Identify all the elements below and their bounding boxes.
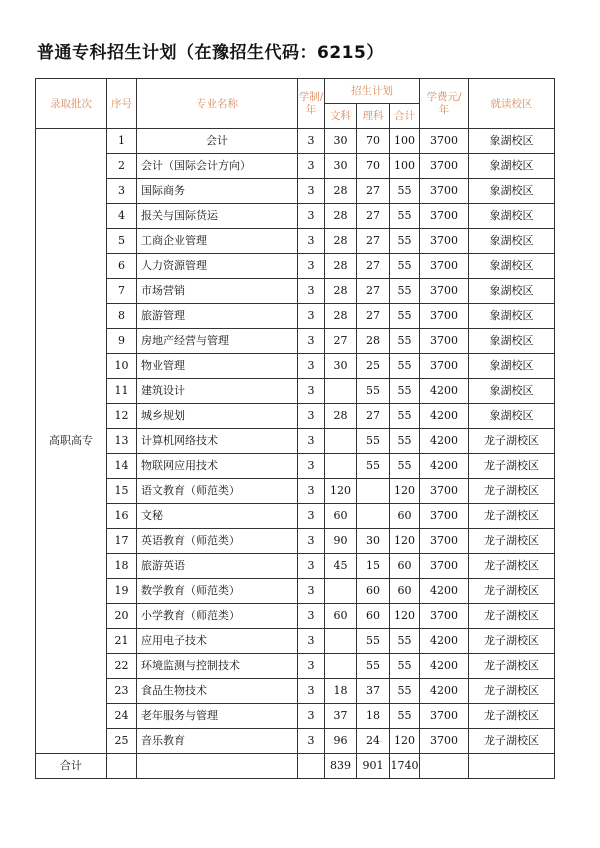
- row-fee: 3700: [420, 179, 469, 204]
- row-major-name: 物业管理: [137, 354, 298, 379]
- row-arts: [325, 629, 357, 654]
- row-seq: 23: [107, 679, 137, 704]
- row-fee: 4200: [420, 579, 469, 604]
- row-total: 120: [390, 729, 420, 754]
- row-major-name: 语文教育（师范类）: [137, 479, 298, 504]
- row-seq: 25: [107, 729, 137, 754]
- total-row: [36, 754, 555, 779]
- row-total: 55: [390, 229, 420, 254]
- row-major-name: 小学教育（师范类）: [137, 604, 298, 629]
- row-total: 55: [390, 329, 420, 354]
- row-fee: 4200: [420, 379, 469, 404]
- row-years: 3: [298, 229, 325, 254]
- row-years: 3: [298, 354, 325, 379]
- row-campus: 象湖校区: [469, 229, 555, 254]
- row-years: 3: [298, 279, 325, 304]
- row-seq: 22: [107, 654, 137, 679]
- row-arts: [325, 379, 357, 404]
- row-years: 3: [298, 654, 325, 679]
- row-total: 55: [390, 279, 420, 304]
- row-fee: 3700: [420, 229, 469, 254]
- row-major-name: 报关与国际货运: [137, 204, 298, 229]
- row-campus: 龙子湖校区: [469, 579, 555, 604]
- row-science: 30: [357, 529, 390, 554]
- row-science: 60: [357, 579, 390, 604]
- row-seq: 5: [107, 229, 137, 254]
- row-campus: 龙子湖校区: [469, 704, 555, 729]
- row-total: 55: [390, 379, 420, 404]
- row-fee: 3700: [420, 604, 469, 629]
- row-campus: 龙子湖校区: [469, 554, 555, 579]
- table-row: [36, 579, 555, 604]
- header-total: 合计: [390, 104, 420, 129]
- table-row: [36, 304, 555, 329]
- row-major-name: 英语教育（师范类）: [137, 529, 298, 554]
- row-science: [357, 479, 390, 504]
- row-years: 3: [298, 304, 325, 329]
- row-fee: 4200: [420, 429, 469, 454]
- row-years: 3: [298, 729, 325, 754]
- row-seq: 14: [107, 454, 137, 479]
- row-arts: 30: [325, 154, 357, 179]
- row-years: 3: [298, 504, 325, 529]
- row-years: 3: [298, 329, 325, 354]
- row-total: 55: [390, 454, 420, 479]
- row-science: 27: [357, 254, 390, 279]
- batch-cell: 高职高专: [36, 129, 107, 754]
- row-science: 37: [357, 679, 390, 704]
- row-science: 27: [357, 404, 390, 429]
- row-major-name: 建筑设计: [137, 379, 298, 404]
- row-seq: 7: [107, 279, 137, 304]
- row-total: 60: [390, 579, 420, 604]
- row-fee: 3700: [420, 529, 469, 554]
- row-years: 3: [298, 679, 325, 704]
- row-science: 18: [357, 704, 390, 729]
- row-years: 3: [298, 454, 325, 479]
- row-seq: 4: [107, 204, 137, 229]
- table-row: [36, 179, 555, 204]
- row-science: [357, 504, 390, 529]
- row-science: 70: [357, 154, 390, 179]
- row-total: 120: [390, 479, 420, 504]
- row-arts: 28: [325, 204, 357, 229]
- row-total: 55: [390, 629, 420, 654]
- row-major-name: 国际商务: [137, 179, 298, 204]
- row-fee: 4200: [420, 654, 469, 679]
- table-row: [36, 254, 555, 279]
- row-total: 120: [390, 529, 420, 554]
- row-years: 3: [298, 154, 325, 179]
- row-total: 100: [390, 129, 420, 154]
- row-seq: 9: [107, 329, 137, 354]
- row-fee: 3700: [420, 279, 469, 304]
- header-years: 学制/年: [298, 79, 325, 129]
- table-row: [36, 279, 555, 304]
- row-total: 55: [390, 179, 420, 204]
- row-arts: [325, 454, 357, 479]
- row-campus: 龙子湖校区: [469, 604, 555, 629]
- table-row: [36, 404, 555, 429]
- row-campus: 龙子湖校区: [469, 679, 555, 704]
- row-arts: 96: [325, 729, 357, 754]
- row-major-name: 旅游管理: [137, 304, 298, 329]
- row-arts: [325, 579, 357, 604]
- row-campus: 象湖校区: [469, 379, 555, 404]
- row-fee: 3700: [420, 729, 469, 754]
- table-row: [36, 554, 555, 579]
- row-fee: 4200: [420, 404, 469, 429]
- row-campus: 象湖校区: [469, 179, 555, 204]
- table-row: [36, 204, 555, 229]
- row-fee: 4200: [420, 629, 469, 654]
- row-total: 100: [390, 154, 420, 179]
- row-campus: 龙子湖校区: [469, 504, 555, 529]
- row-total: 55: [390, 679, 420, 704]
- row-years: 3: [298, 579, 325, 604]
- row-science: 55: [357, 429, 390, 454]
- row-seq: 20: [107, 604, 137, 629]
- row-arts: 37: [325, 704, 357, 729]
- row-science: 27: [357, 304, 390, 329]
- row-arts: [325, 654, 357, 679]
- header-seq: 序号: [107, 79, 137, 129]
- row-arts: 27: [325, 329, 357, 354]
- row-years: 3: [298, 604, 325, 629]
- row-science: 28: [357, 329, 390, 354]
- row-total: 55: [390, 354, 420, 379]
- row-seq: 19: [107, 579, 137, 604]
- row-years: 3: [298, 529, 325, 554]
- row-seq: 12: [107, 404, 137, 429]
- row-fee: 4200: [420, 454, 469, 479]
- total-sum: 1740: [390, 754, 420, 779]
- row-major-name: 数学教育（师范类）: [137, 579, 298, 604]
- row-arts: 90: [325, 529, 357, 554]
- row-arts: 28: [325, 404, 357, 429]
- row-total: 55: [390, 254, 420, 279]
- row-total: 55: [390, 704, 420, 729]
- row-campus: 象湖校区: [469, 329, 555, 354]
- row-years: 3: [298, 204, 325, 229]
- row-arts: 28: [325, 304, 357, 329]
- row-fee: 3700: [420, 554, 469, 579]
- row-major-name: 城乡规划: [137, 404, 298, 429]
- row-major-name: 房地产经营与管理: [137, 329, 298, 354]
- table-row: [36, 654, 555, 679]
- total-science: 901: [357, 754, 390, 779]
- row-science: 55: [357, 454, 390, 479]
- total-arts: 839: [325, 754, 357, 779]
- table-row: [36, 129, 555, 154]
- row-seq: 3: [107, 179, 137, 204]
- row-major-name: 环境监测与控制技术: [137, 654, 298, 679]
- row-science: 55: [357, 379, 390, 404]
- row-arts: 28: [325, 254, 357, 279]
- row-campus: 象湖校区: [469, 154, 555, 179]
- row-major-name: 会计（国际会计方向）: [137, 154, 298, 179]
- row-seq: 13: [107, 429, 137, 454]
- row-arts: 60: [325, 604, 357, 629]
- row-campus: 象湖校区: [469, 404, 555, 429]
- row-arts: 28: [325, 229, 357, 254]
- table-row: [36, 679, 555, 704]
- table-row: [36, 704, 555, 729]
- header-campus: 就读校区: [469, 79, 555, 129]
- row-years: 3: [298, 554, 325, 579]
- total-label: 合计: [36, 754, 107, 779]
- row-seq: 17: [107, 529, 137, 554]
- row-major-name: 食品生物技术: [137, 679, 298, 704]
- row-fee: 4200: [420, 679, 469, 704]
- table-row: [36, 429, 555, 454]
- row-total: 55: [390, 429, 420, 454]
- row-science: 55: [357, 654, 390, 679]
- table-row: [36, 479, 555, 504]
- row-campus: 龙子湖校区: [469, 454, 555, 479]
- table-row: [36, 604, 555, 629]
- row-science: 60: [357, 604, 390, 629]
- row-campus: 龙子湖校区: [469, 629, 555, 654]
- row-major-name: 音乐教育: [137, 729, 298, 754]
- row-major-name: 会计: [137, 129, 298, 154]
- row-major-name: 文秘: [137, 504, 298, 529]
- header-batch: 录取批次: [36, 79, 107, 129]
- row-science: 27: [357, 279, 390, 304]
- row-campus: 龙子湖校区: [469, 729, 555, 754]
- row-campus: 象湖校区: [469, 279, 555, 304]
- row-fee: 3700: [420, 354, 469, 379]
- row-fee: 3700: [420, 704, 469, 729]
- row-arts: 45: [325, 554, 357, 579]
- row-fee: 3700: [420, 254, 469, 279]
- row-campus: 象湖校区: [469, 129, 555, 154]
- table-row: [36, 379, 555, 404]
- row-seq: 21: [107, 629, 137, 654]
- table-row: [36, 454, 555, 479]
- header-science: 理科: [357, 104, 390, 129]
- row-years: 3: [298, 379, 325, 404]
- table-row: [36, 354, 555, 379]
- row-arts: [325, 429, 357, 454]
- table-body: [36, 129, 555, 754]
- row-fee: 3700: [420, 154, 469, 179]
- row-years: 3: [298, 404, 325, 429]
- header-major: 专业名称: [137, 79, 298, 129]
- row-seq: 11: [107, 379, 137, 404]
- row-campus: 象湖校区: [469, 254, 555, 279]
- row-science: 15: [357, 554, 390, 579]
- table-row: [36, 329, 555, 354]
- table-row: [36, 229, 555, 254]
- row-arts: 18: [325, 679, 357, 704]
- row-total: 120: [390, 604, 420, 629]
- row-science: 24: [357, 729, 390, 754]
- row-campus: 象湖校区: [469, 354, 555, 379]
- row-years: 3: [298, 629, 325, 654]
- table-row: [36, 629, 555, 654]
- row-campus: 象湖校区: [469, 304, 555, 329]
- row-total: 55: [390, 404, 420, 429]
- row-seq: 24: [107, 704, 137, 729]
- row-science: 27: [357, 179, 390, 204]
- row-campus: 龙子湖校区: [469, 529, 555, 554]
- page-title: 普通专科招生计划（在豫招生代码：6215）: [37, 43, 384, 63]
- row-seq: 6: [107, 254, 137, 279]
- enrollment-plan-table: [35, 78, 555, 779]
- row-major-name: 应用电子技术: [137, 629, 298, 654]
- row-total: 60: [390, 554, 420, 579]
- row-fee: 3700: [420, 329, 469, 354]
- header-fee: 学费元/年: [420, 79, 469, 129]
- row-major-name: 老年服务与管理: [137, 704, 298, 729]
- row-campus: 象湖校区: [469, 204, 555, 229]
- row-seq: 10: [107, 354, 137, 379]
- row-arts: 28: [325, 179, 357, 204]
- row-total: 55: [390, 654, 420, 679]
- row-total: 55: [390, 204, 420, 229]
- row-major-name: 市场营销: [137, 279, 298, 304]
- row-seq: 15: [107, 479, 137, 504]
- row-major-name: 人力资源管理: [137, 254, 298, 279]
- row-arts: 28: [325, 279, 357, 304]
- row-total: 55: [390, 304, 420, 329]
- row-total: 60: [390, 504, 420, 529]
- row-arts: 60: [325, 504, 357, 529]
- row-arts: 30: [325, 129, 357, 154]
- row-fee: 3700: [420, 504, 469, 529]
- table-row: [36, 154, 555, 179]
- row-seq: 2: [107, 154, 137, 179]
- row-seq: 1: [107, 129, 137, 154]
- table-row: [36, 504, 555, 529]
- header-plan: 招生计划: [325, 79, 420, 104]
- row-major-name: 工商企业管理: [137, 229, 298, 254]
- row-fee: 3700: [420, 304, 469, 329]
- row-fee: 3700: [420, 129, 469, 154]
- row-campus: 龙子湖校区: [469, 654, 555, 679]
- row-arts: 120: [325, 479, 357, 504]
- row-seq: 16: [107, 504, 137, 529]
- row-major-name: 旅游英语: [137, 554, 298, 579]
- row-years: 3: [298, 429, 325, 454]
- row-fee: 3700: [420, 479, 469, 504]
- row-arts: 30: [325, 354, 357, 379]
- row-years: 3: [298, 179, 325, 204]
- row-fee: 3700: [420, 204, 469, 229]
- row-major-name: 物联网应用技术: [137, 454, 298, 479]
- row-campus: 龙子湖校区: [469, 479, 555, 504]
- row-seq: 18: [107, 554, 137, 579]
- table-row: [36, 529, 555, 554]
- row-science: 55: [357, 629, 390, 654]
- row-years: 3: [298, 479, 325, 504]
- table-row: [36, 729, 555, 754]
- header-arts: 文科: [325, 104, 357, 129]
- row-science: 25: [357, 354, 390, 379]
- row-years: 3: [298, 129, 325, 154]
- row-years: 3: [298, 704, 325, 729]
- row-major-name: 计算机网络技术: [137, 429, 298, 454]
- row-science: 70: [357, 129, 390, 154]
- row-campus: 龙子湖校区: [469, 429, 555, 454]
- row-science: 27: [357, 229, 390, 254]
- row-science: 27: [357, 204, 390, 229]
- row-years: 3: [298, 254, 325, 279]
- row-seq: 8: [107, 304, 137, 329]
